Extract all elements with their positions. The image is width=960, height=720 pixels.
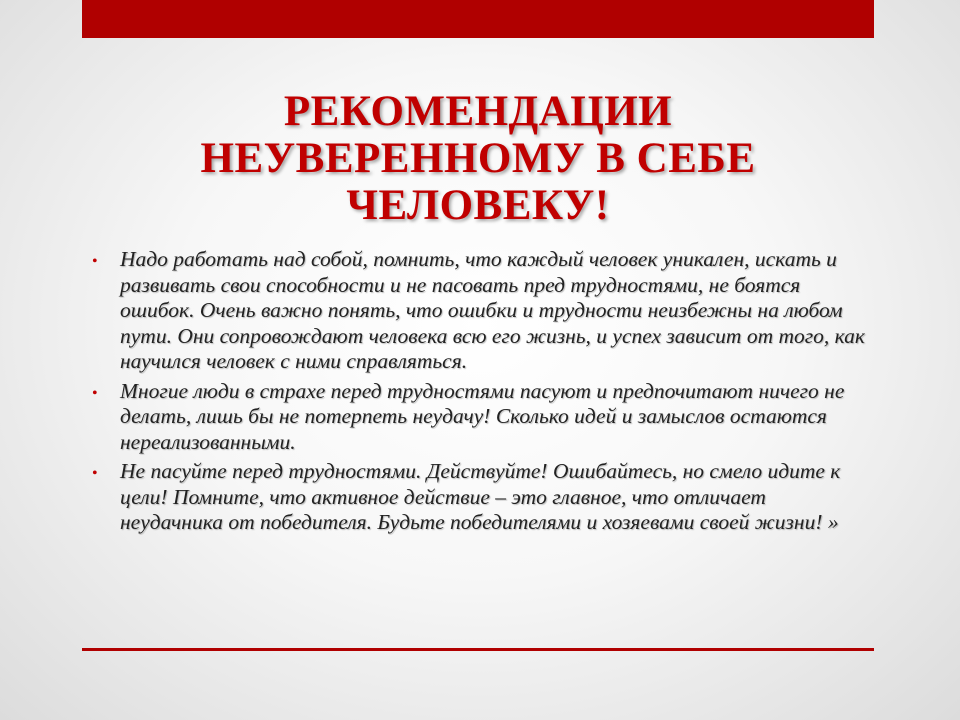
bottom-divider [82, 648, 874, 651]
list-item [92, 459, 872, 536]
title-line-1: РЕКОМЕНДАЦИИ [283, 88, 673, 135]
slide-title [82, 88, 874, 229]
top-accent-bar [82, 0, 874, 38]
bullet-text: Не пасуйте перед трудностями. Действуйте! Ошибайтесь, но смело идите к цели! Помните, что активное действие – это главное, что отличает неудачника от победителя. Будьте победителями и хозяевами своей жизни! » [120, 459, 841, 534]
bullet-icon: • [92, 384, 98, 402]
list-item [92, 379, 872, 456]
bullet-text: Надо работать над собой, помнить, что каждый человек уникален, искать и развивать свои способности и не пасовать пред трудностями, не боятся ошибок. Очень важно понять, что ошибки и трудности неизбежны на любом пути. Они сопровождают человека всю его жизнь, и успех зависит от того, как научился человек с ними справляться. [120, 247, 865, 373]
list-item [92, 247, 872, 375]
title-line-2: НЕУВЕРЕННОМУ В СЕБЕ [200, 135, 756, 182]
bullet-icon: • [92, 465, 98, 482]
title-line-3: ЧЕЛОВЕКУ! [346, 182, 610, 229]
bullet-list [92, 247, 872, 540]
bullet-icon: • [92, 253, 98, 270]
bullet-text: Многие люди в страхе перед трудностями пасуют и предпочитают ничего не делать, лишь бы не потерпеть неудачу! Сколько идей и замыслов остаются нереализованными. [120, 378, 845, 454]
